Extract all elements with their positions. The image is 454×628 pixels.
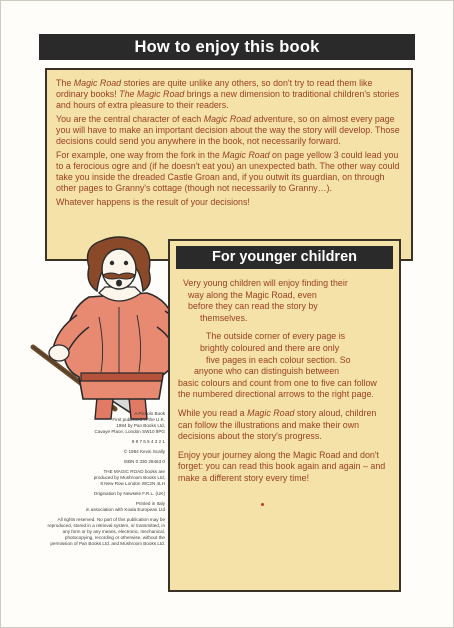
print-run-numbers: 9 8 7 6 5 4 3 2 1 [131, 439, 165, 444]
younger-paragraph-1: Very young children will enjoy finding their way along the Magic Road, even before they can read the story by themselves. [183, 278, 348, 323]
younger-paragraph-3: While you read a Magic Road story aloud, children can follow the illustrations and make their own decisions about the story's progress. [178, 407, 377, 442]
credits-block-2: THE MAGIC ROAD books are produced by Mushroom Books Ltd, 8 New Row London WC2N 4LH [93, 469, 165, 486]
younger-children-title: For younger children [176, 246, 393, 269]
red-dot-mark [261, 503, 264, 506]
intro-paragraph-2: You are the central character of each Magic Road adventure, so on almost every page you will have to make an important decision about the way the story will develop. Those decisions could send you anywhere in the book, not necessarily forward. [56, 114, 400, 146]
printing-block: Printed in Italy in association with Koala European Ltd [85, 501, 165, 512]
publisher-credits [45, 411, 165, 551]
intro-paragraph-4: Whatever happens is the result of your decisions! [56, 197, 250, 207]
origination-line: Origination by Newsele F.R.L. (UK) [93, 491, 165, 496]
isbn-line: ISBN 0 330 28463 0 [123, 459, 165, 464]
intro-paragraph-1: The Magic Road stories are quite unlike any others, so don't try to read them like ordinary books! The Magic Road brings a new dimension to traditional children's stories and hours of extra pleasure to their readers. [56, 78, 400, 110]
page-title: How to enjoy this book [39, 34, 415, 60]
younger-paragraph-4: Enjoy your journey along the Magic Road and don't forget: you can read this book again and again – and make a different story every time! [178, 449, 386, 483]
younger-paragraph-2: The outside corner of every page is brightly coloured and there are only five pages in each colour section. So anyone who can distinguish between basic colours and count from one to five can follow the numbered directional arrows to the right page. [178, 331, 377, 400]
younger-children-panel [168, 239, 401, 592]
rights-notice: All rights reserved. No part of this publication may be reproduced, stored in a retrieval system, or transmitted, in any form or by any means, electronic, mechanical, photocopying, recording or otherwise, without the permission of Pan Books Ltd. and Mushroom Books Ltd. [47, 517, 165, 546]
copyright-line: © 1984 Kevin Scally [123, 449, 165, 454]
intro-paragraph-3: For example, one way from the fork in the Magic Road on page yellow 3 could lead you to a ferocious ogre and (if he doesn't eat you) an unexpected bath. The other way could take you inside the dreaded Castle Groan and, if you outwit its guardian, on through other pages to Granny's cottage (though not necessarily to Granny…). [56, 150, 400, 193]
credits-block-1: A Piccolo Book First published in the U.K. 1984 by Pan Books Ltd, Cavaye Place, London SW10 9PG [94, 411, 165, 434]
